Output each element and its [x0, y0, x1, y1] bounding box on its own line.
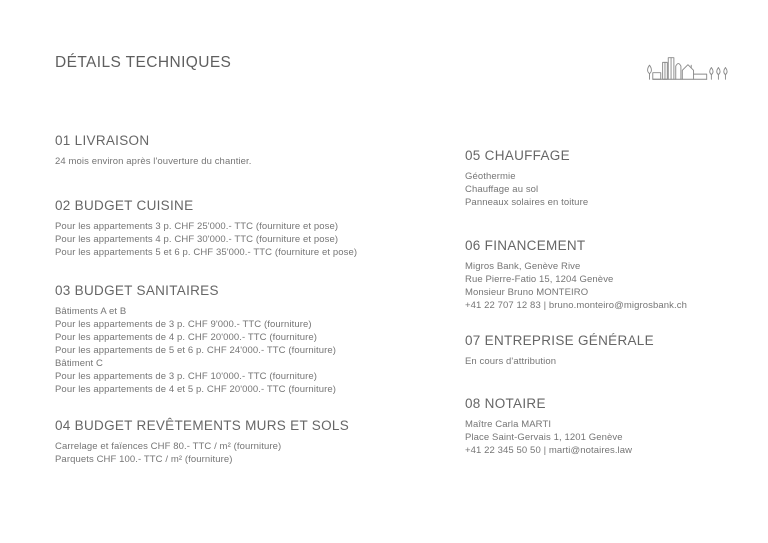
section-line: Chauffage au sol — [465, 184, 539, 195]
section-financement — [465, 238, 760, 312]
section-chauffage — [465, 148, 760, 209]
section-notaire — [465, 396, 760, 457]
section-heading: 03 BUDGET SANITAIRES — [55, 283, 219, 298]
section-budget-revetements — [55, 418, 450, 466]
section-livraison — [55, 133, 450, 168]
section-line: Monsieur Bruno MONTEIRO — [465, 287, 589, 298]
section-line: Bâtiments A et B — [55, 306, 127, 317]
contact-line: +41 22 345 50 50 | marti@notaires.law — [465, 445, 633, 456]
left-column — [55, 133, 450, 466]
section-line: Pour les appartements 4 p. CHF 30'000.- TTC (fourniture et pose) — [55, 234, 339, 245]
section-line: Migros Bank, Genève Rive — [465, 261, 581, 272]
contact-line: +41 22 707 12 83 | bruno.monteiro@migrosbank.ch — [465, 300, 687, 311]
section-line: Géothermie — [465, 171, 516, 182]
section-line: Rue Pierre-Fatio 15, 1204 Genève — [465, 274, 614, 285]
section-heading: 02 BUDGET CUISINE — [55, 198, 194, 213]
section-line: Bâtiment C — [55, 358, 103, 369]
section-line: 24 mois environ après l'ouverture du chantier. — [55, 156, 252, 167]
section-line: Pour les appartements 5 et 6 p. CHF 35'000.- TTC (fourniture et pose) — [55, 247, 358, 258]
page-title: DÉTAILS TECHNIQUES — [55, 54, 232, 71]
section-heading: 04 BUDGET REVÊTEMENTS MURS ET SOLS — [55, 418, 350, 433]
section-line: Pour les appartements de 3 p. CHF 9'000.- TTC (fourniture) — [55, 319, 312, 330]
section-budget-sanitaires — [55, 283, 450, 396]
skyline-logo-icon — [644, 53, 730, 83]
right-column — [465, 148, 760, 457]
section-heading: 08 NOTAIRE — [465, 396, 546, 411]
section-line: Maître Carla MARTI — [465, 419, 552, 430]
section-line: Pour les appartements de 5 et 6 p. CHF 24'000.- TTC (fourniture) — [55, 345, 337, 356]
section-line: Parquets CHF 100.- TTC / m² (fourniture) — [55, 454, 233, 465]
section-heading: 06 FINANCEMENT — [465, 238, 586, 253]
section-line: Pour les appartements de 4 p. CHF 20'000.- TTC (fourniture) — [55, 332, 318, 343]
section-line: Panneaux solaires en toiture — [465, 197, 589, 208]
section-line: Pour les appartements 3 p. CHF 25'000.- TTC (fourniture et pose) — [55, 221, 339, 232]
section-entreprise-generale — [465, 333, 760, 368]
section-line: Place Saint-Gervais 1, 1201 Genève — [465, 432, 623, 443]
section-heading: 01 LIVRAISON — [55, 133, 150, 148]
section-line: Pour les appartements de 4 et 5 p. CHF 20'000.- TTC (fourniture) — [55, 384, 337, 395]
section-heading: 05 CHAUFFAGE — [465, 148, 570, 163]
section-line: Carrelage et faïences CHF 80.- TTC / m² (fourniture) — [55, 441, 282, 452]
section-budget-cuisine — [55, 198, 450, 259]
section-line: En cours d'attribution — [465, 356, 557, 367]
section-line: Pour les appartements de 3 p. CHF 10'000.- TTC (fourniture) — [55, 371, 318, 382]
section-heading: 07 ENTREPRISE GÉNÉRALE — [465, 333, 654, 348]
